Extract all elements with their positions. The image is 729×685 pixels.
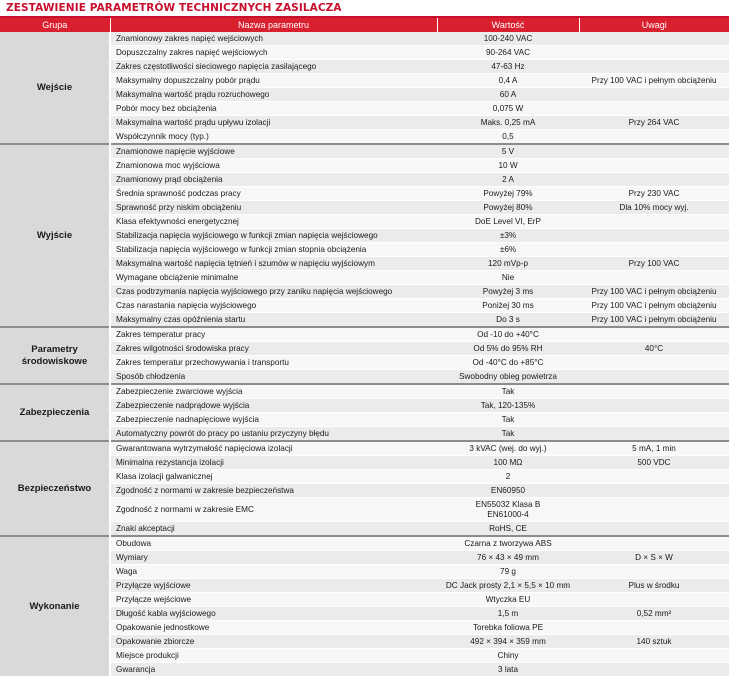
document-title: ZESTAWIENIE PARAMETRÓW TECHNICZNYCH ZASILACZA [0,0,729,18]
table-row [0,215,729,229]
table-row [0,285,729,299]
notes-cell: Przy 100 VAC i pełnym obciążeniu [579,285,729,299]
parameter-name-cell: Zabezpieczenie zwarciowe wyjścia [110,384,437,399]
table-row [0,187,729,201]
parameter-name-cell: Automatyczny powrót do pracy po ustaniu przyczyny błędu [110,427,437,442]
notes-cell [579,565,729,579]
notes-cell: Przy 100 VAC [579,257,729,271]
value-cell: Powyżej 3 ms [437,285,579,299]
parameter-name-cell: Znamionowa moc wyjściowa [110,159,437,173]
value-cell: ±3% [437,229,579,243]
table-row [0,621,729,635]
parameter-name-cell: Opakowanie zbiorcze [110,635,437,649]
table-row [0,470,729,484]
table-row [0,536,729,551]
table-row [0,173,729,187]
parameter-name-cell: Maksymalna wartość napięcia tętnień i szumów w napięciu wyjściowym [110,257,437,271]
column-header-parameter: Nazwa parametru [110,18,437,32]
table-row [0,102,729,116]
notes-cell [579,621,729,635]
value-cell: Tak, 120-135% [437,399,579,413]
value-cell: DoE Level VI, ErP [437,215,579,229]
table-row [0,399,729,413]
parameter-name-cell: Obudowa [110,536,437,551]
notes-cell [579,370,729,385]
notes-cell [579,649,729,663]
value-cell: Wtyczka EU [437,593,579,607]
notes-cell [579,102,729,116]
notes-cell [579,173,729,187]
value-cell: Nie [437,271,579,285]
parameter-name-cell: Czas narastania napięcia wyjściowego [110,299,437,313]
notes-cell [579,484,729,498]
notes-cell: Przy 100 VAC i pełnym obciążeniu [579,313,729,328]
notes-cell: Przy 230 VAC [579,187,729,201]
parameter-name-cell: Minimalna rezystancja izolacji [110,456,437,470]
notes-cell [579,32,729,46]
parameter-name-cell: Wymagane obciążenie minimalne [110,271,437,285]
notes-cell [579,663,729,677]
table-row [0,635,729,649]
value-cell: Od 5% do 95% RH [437,342,579,356]
notes-cell [579,60,729,74]
value-cell: DC Jack prosty 2,1 × 5,5 × 10 mm [437,579,579,593]
notes-cell: 140 sztuk [579,635,729,649]
group-name-cell: Bezpieczeństwo [0,441,110,536]
notes-cell: Dla 10% mocy wyj. [579,201,729,215]
group-name-cell: Parametry środowiskowe [0,327,110,384]
value-cell: Od -10 do +40°C [437,327,579,342]
value-cell: 76 × 43 × 49 mm [437,551,579,565]
notes-cell [579,130,729,145]
table-row [0,356,729,370]
table-row [0,88,729,102]
value-cell: Powyżej 79% [437,187,579,201]
notes-cell [579,399,729,413]
parameter-name-cell: Sposób chłodzenia [110,370,437,385]
table-row [0,649,729,663]
parameter-name-cell: Gwarancja [110,663,437,677]
value-cell: 1,5 m [437,607,579,621]
notes-cell: Przy 264 VAC [579,116,729,130]
parameter-name-cell: Średnia sprawność podczas pracy [110,187,437,201]
table-row [0,313,729,328]
parameter-name-cell: Znamionowe napięcie wyjściowe [110,144,437,159]
notes-cell [579,356,729,370]
notes-cell: Przy 100 VAC i pełnym obciążeniu [579,74,729,88]
value-cell: 100 MΩ [437,456,579,470]
value-cell: 79 g [437,565,579,579]
parameter-name-cell: Klasa efektywności energetycznej [110,215,437,229]
notes-cell [579,536,729,551]
table-row [0,299,729,313]
table-row [0,413,729,427]
notes-cell [579,384,729,399]
parameter-name-cell: Maksymalna wartość prądu rozruchowego [110,88,437,102]
parameter-name-cell: Dopuszczalny zakres napięć wejściowych [110,46,437,60]
table-row [0,427,729,442]
notes-cell [579,46,729,60]
value-cell: ±6% [437,243,579,257]
parameter-name-cell: Maksymalny czas opóźnienia startu [110,313,437,328]
parameter-name-cell: Zakres wilgotności środowiska pracy [110,342,437,356]
parameter-name-cell: Sprawność przy niskim obciążeniu [110,201,437,215]
table-row [0,159,729,173]
notes-cell: 500 VDC [579,456,729,470]
notes-cell: D × S × W [579,551,729,565]
parameter-name-cell: Waga [110,565,437,579]
table-row [0,663,729,677]
table-row [0,229,729,243]
notes-cell: 40°C [579,342,729,356]
value-cell: EN55032 Klasa B EN61000-4 [437,498,579,522]
table-row [0,271,729,285]
column-header-notes: Uwagi [579,18,729,32]
table-row [0,384,729,399]
notes-cell [579,498,729,522]
table-row [0,579,729,593]
notes-cell [579,229,729,243]
notes-cell [579,427,729,442]
value-cell: 2 A [437,173,579,187]
notes-cell: 5 mA, 1 min [579,441,729,456]
group-name-cell: Wykonanie [0,536,110,677]
table-row [0,484,729,498]
parameter-name-cell: Stabilizacja napięcia wyjściowego w funkcji zmian stopnia obciążenia [110,243,437,257]
value-cell: 60 A [437,88,579,102]
parameter-name-cell: Miejsce produkcji [110,649,437,663]
parameter-name-cell: Klasa izolacji galwanicznej [110,470,437,484]
notes-cell [579,243,729,257]
notes-cell: Plus w środku [579,579,729,593]
value-cell: 5 V [437,144,579,159]
value-cell: Poniżej 30 ms [437,299,579,313]
table-row [0,551,729,565]
spec-table [0,18,729,677]
value-cell: 47-63 Hz [437,60,579,74]
table-row [0,74,729,88]
value-cell: Do 3 s [437,313,579,328]
group-name-cell: Wejście [0,32,110,144]
value-cell: 90-264 VAC [437,46,579,60]
notes-cell [579,215,729,229]
parameter-name-cell: Zakres częstotliwości sieciowego napięcia zasilającego [110,60,437,74]
table-row [0,257,729,271]
parameter-name-cell: Zabezpieczenie nadprądowe wyjścia [110,399,437,413]
value-cell: 3 lata [437,663,579,677]
value-cell: Czarna z tworzywa ABS [437,536,579,551]
table-header-row [0,18,729,32]
value-cell: Chiny [437,649,579,663]
parameter-name-cell: Pobór mocy bez obciążenia [110,102,437,116]
table-row [0,327,729,342]
parameter-name-cell: Maksymalny dopuszczalny pobór prądu [110,74,437,88]
notes-cell [579,144,729,159]
table-row [0,565,729,579]
notes-cell [579,593,729,607]
value-cell: 0,5 [437,130,579,145]
parameter-name-cell: Gwarantowana wytrzymałość napięciowa izolacji [110,441,437,456]
parameter-name-cell: Zgodność z normami w zakresie EMC [110,498,437,522]
value-cell: Swobodny obieg powietrza [437,370,579,385]
table-row [0,116,729,130]
value-cell: 10 W [437,159,579,173]
value-cell: Powyżej 80% [437,201,579,215]
value-cell: 3 kVAC (wej. do wyj.) [437,441,579,456]
table-row [0,342,729,356]
value-cell: 2 [437,470,579,484]
value-cell: 492 × 394 × 359 mm [437,635,579,649]
notes-cell: 0,52 mm² [579,607,729,621]
value-cell: Tak [437,384,579,399]
table-row [0,130,729,145]
value-cell: 100-240 VAC [437,32,579,46]
value-cell: RoHS, CE [437,522,579,537]
value-cell: Torebka foliowa PE [437,621,579,635]
parameter-name-cell: Stabilizacja napięcia wyjściowego w funkcji zmian napięcia wejściowego [110,229,437,243]
parameter-name-cell: Znaki akceptacji [110,522,437,537]
notes-cell [579,88,729,102]
table-row [0,144,729,159]
column-header-value: Wartość [437,18,579,32]
notes-cell [579,522,729,537]
table-row [0,607,729,621]
group-name-cell: Wyjście [0,144,110,327]
notes-cell [579,413,729,427]
parameter-name-cell: Długość kabla wyjściowego [110,607,437,621]
table-row [0,441,729,456]
group-name-cell: Zabezpieczenia [0,384,110,441]
table-row [0,522,729,537]
parameter-name-cell: Przyłącze wejściowe [110,593,437,607]
table-row [0,46,729,60]
parameter-name-cell: Maksymalna wartość prądu upływu izolacji [110,116,437,130]
notes-cell [579,271,729,285]
parameter-name-cell: Współczynnik mocy (typ.) [110,130,437,145]
value-cell: 0,4 A [437,74,579,88]
notes-cell [579,159,729,173]
value-cell: Tak [437,413,579,427]
parameter-name-cell: Zakres temperatur przechowywania i transportu [110,356,437,370]
parameter-name-cell: Zakres temperatur pracy [110,327,437,342]
table-row [0,593,729,607]
table-body [0,32,729,677]
parameter-name-cell: Znamionowy zakres napięć wejściowych [110,32,437,46]
parameter-name-cell: Czas podtrzymania napięcia wyjściowego przy zaniku napięcia wejściowego [110,285,437,299]
table-row [0,370,729,385]
parameter-name-cell: Zgodność z normami w zakresie bezpieczeństwa [110,484,437,498]
notes-cell [579,470,729,484]
parameter-name-cell: Przyłącze wyjściowe [110,579,437,593]
parameter-name-cell: Opakowanie jednostkowe [110,621,437,635]
value-cell: 0,075 W [437,102,579,116]
table-row [0,60,729,74]
column-header-group: Grupa [0,18,110,32]
table-row [0,201,729,215]
value-cell: Maks. 0,25 mA [437,116,579,130]
table-row [0,32,729,46]
value-cell: Od -40°C do +85°C [437,356,579,370]
table-row [0,456,729,470]
parameter-name-cell: Znamionowy prąd obciążenia [110,173,437,187]
table-row [0,498,729,522]
notes-cell: Przy 100 VAC i pełnym obciążeniu [579,299,729,313]
value-cell: 120 mVp-p [437,257,579,271]
notes-cell [579,327,729,342]
parameter-name-cell: Wymiary [110,551,437,565]
value-cell: Tak [437,427,579,442]
value-cell: EN60950 [437,484,579,498]
parameter-name-cell: Zabezpieczenie nadnapięciowe wyjścia [110,413,437,427]
table-row [0,243,729,257]
